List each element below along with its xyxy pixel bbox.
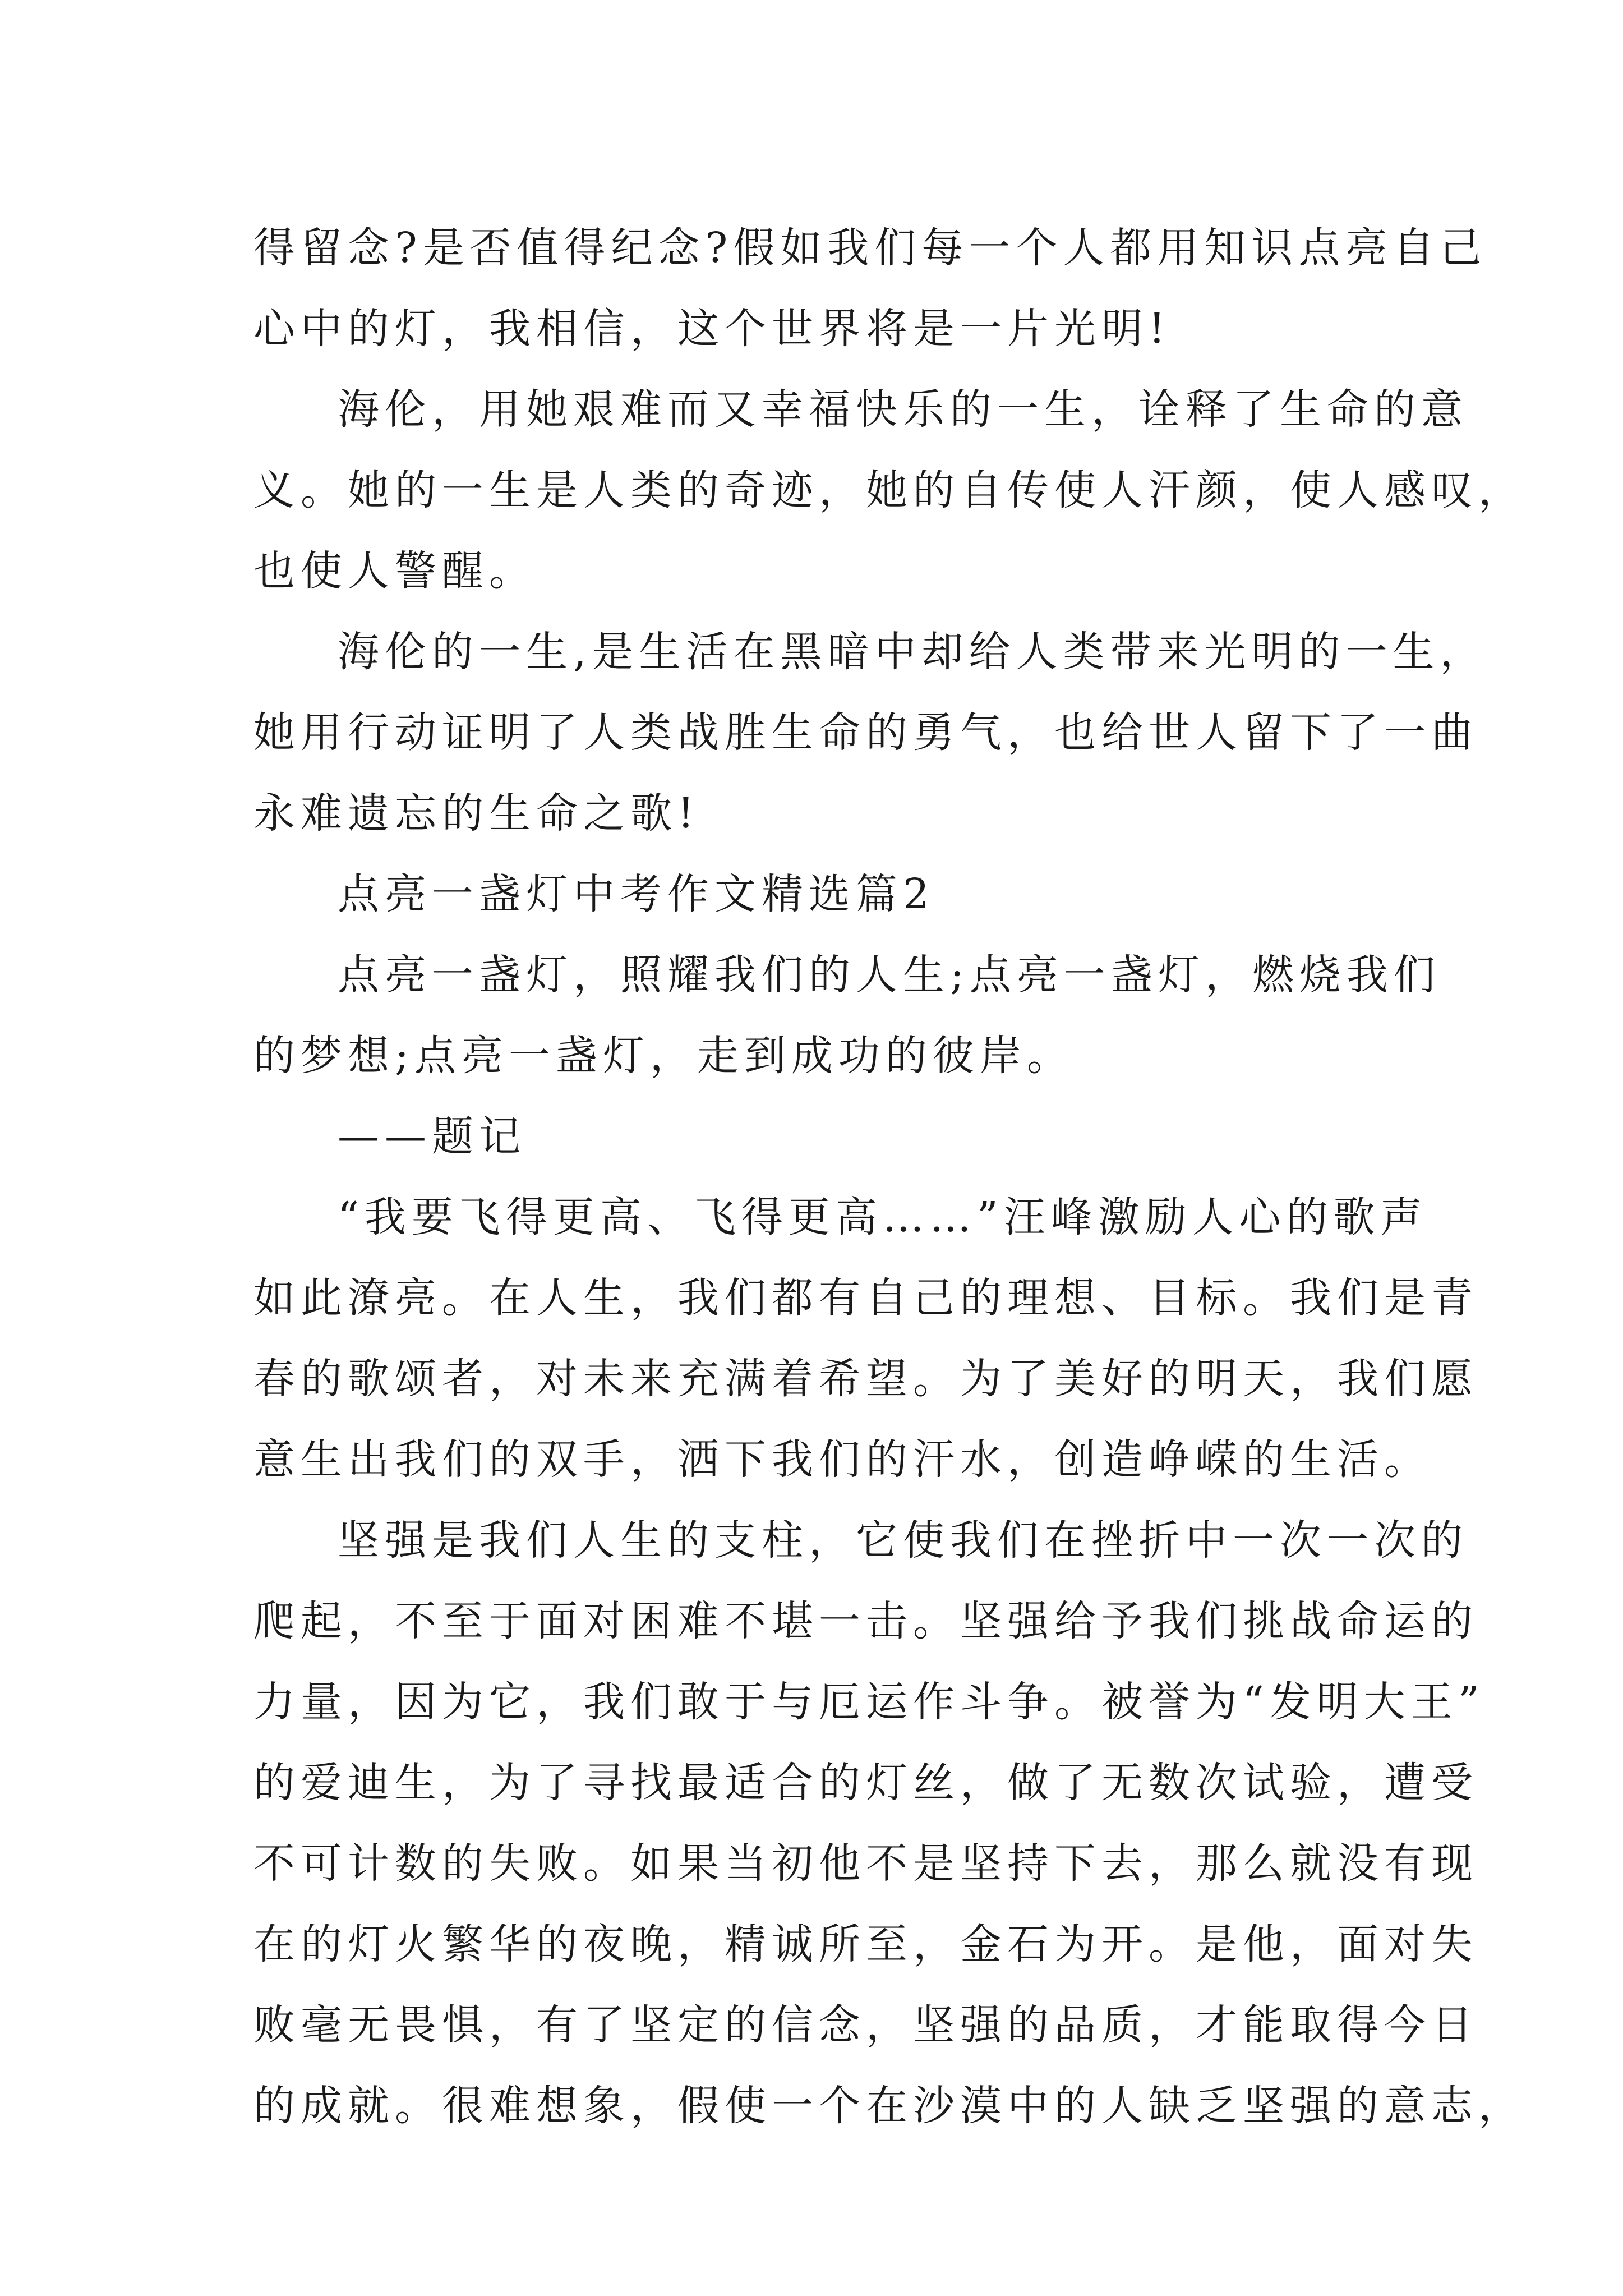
text-line: 不可计数的失败。如果当初他不是坚持下去，那么就没有现 bbox=[253, 1839, 1478, 1888]
text-line: 的成就。很难想象，假使一个在沙漠中的人缺乏坚强的意志， bbox=[253, 2082, 1525, 2130]
text-line: 意生出我们的双手，洒下我们的汗水，创造峥嵘的生活。 bbox=[253, 1435, 1431, 1484]
section-heading: 点亮一盏灯中考作文精选篇2 bbox=[338, 870, 935, 918]
text-line: 义。她的一生是人类的奇迹，她的自传使人汗颜，使人感叹， bbox=[253, 466, 1525, 514]
text-line: 得留念?是否值得纪念?假如我们每一个人都用知识点亮自己 bbox=[253, 224, 1487, 272]
text-line: 的爱迪生，为了寻找最适合的灯丝，做了无数次试验，遭受 bbox=[253, 1759, 1478, 1807]
document-body bbox=[253, 208, 1525, 2146]
text-line: 春的歌颂者，对未来充满着希望。为了美好的明天，我们愿 bbox=[253, 1355, 1478, 1403]
text-line: 在的灯火繁华的夜晚，精诚所至，金石为开。是他，面对失 bbox=[253, 1920, 1478, 1968]
paragraph-start-line: 海伦的一生,是生活在黑暗中却给人类带来光明的一生， bbox=[338, 628, 1487, 676]
paragraph-start-line: “我要飞得更高、飞得更高……”汪峰激励人心的歌声 bbox=[338, 1193, 1428, 1241]
paragraph-start-line: 坚强是我们人生的支柱，它使我们在挫折中一次一次的 bbox=[338, 1516, 1468, 1565]
paragraph-start-line: 点亮一盏灯，照耀我们的人生;点亮一盏灯，燃烧我们 bbox=[338, 951, 1441, 999]
text-line: 她用行动证明了人类战胜生命的勇气，也给世人留下了一曲 bbox=[253, 708, 1478, 757]
text-line: 力量，因为它，我们敢于与厄运作斗争。被誉为“发明大王” bbox=[253, 1678, 1485, 1726]
text-line: 如此潦亮。在人生，我们都有自己的理想、目标。我们是青 bbox=[253, 1274, 1478, 1322]
text-line: 心中的灯，我相信，这个世界将是一片光明! bbox=[253, 305, 1171, 353]
text-line: 爬起，不至于面对困难不堪一击。坚强给予我们挑战命运的 bbox=[253, 1597, 1478, 1645]
text-line: 也使人警醒。 bbox=[253, 547, 536, 595]
epigraph-attribution: ——题记 bbox=[338, 1112, 526, 1161]
text-line: 永难遗忘的生命之歌! bbox=[253, 789, 700, 838]
text-line: 败毫无畏惧，有了坚定的信念，坚强的品质，才能取得今日 bbox=[253, 2001, 1478, 2049]
paragraph-start-line: 海伦，用她艰难而又幸福快乐的一生，诠释了生命的意 bbox=[338, 385, 1468, 434]
text-line: 的梦想;点亮一盏灯，走到成功的彼岸。 bbox=[253, 1032, 1074, 1080]
